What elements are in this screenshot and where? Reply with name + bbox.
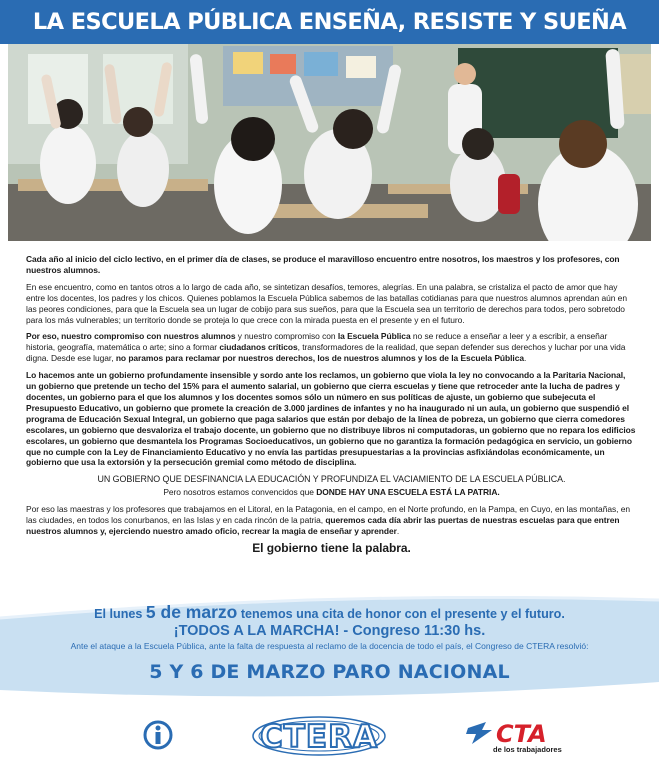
- teachers-text: Por eso las maestras y los profesores que trabajamos en el Litoral, en la Patagonia, en el campo, en el Norte profundo, en la Pampa, en Cuyo, en las montañas, en las ciudades, en todos los conurbanos, en las Islas y en cada rincón de la patria,: [26, 504, 631, 526]
- cta-subtitle: de los trabajadores: [493, 745, 562, 754]
- commitment-bold-4: no paramos para reclamar por nuestros derechos, los de nuestros alumnos y los de la Escuela Pública: [115, 353, 524, 364]
- paragraph-government-text: Lo hacemos ante un gobierno profundamente insensible y sordo ante los reclamos, un gobierno que viola la ley no convocando a la Paritaria Nacional, un gobierno que pretende un techo del 15% para el aumento salarial, un gobierno que cierra escuelas y tiene que retroceder ante la lucha de padres y docentes, un gobierno para el que los alumnos y los docentes somos sólo un número en sus políticas de ajuste, un gobierno que subejecuta el Presupuesto Educativo, un gobierno que promete la creación de 3.000 jardines de infantes y no ha inaugurado ni un aula, un gobierno que suspendió el programa de Educación Sexual Integral, un gobierno que paga salarios que están por debajo de la línea de pobreza, un gobierno que cierra comedores escolares, un gobierno que desvaloriza el trabajo docente, un gobierno que no distribuye libros ni computadoras, un gobierno que no repara los edificios escolares, un gobierno que desmantela los Programas Socioeducativos, un gobierno que no garantiza la formación pedagógica en servicio, un gobierno que no cumple con la Ley de Financiamiento Educativo y no envía las partidas presupuestarias a la provincias asfixiándolas económicamente, un gobierno que usa la extorsión y la persecución gremial como método de disciplina.: [26, 370, 636, 468]
- paragraph-commitment: [26, 331, 637, 364]
- call-to-action-text: [0, 603, 659, 687]
- logos-footer: [0, 706, 659, 768]
- commitment-text-1: y nuestro compromiso con: [235, 331, 338, 342]
- header-banner: [0, 0, 659, 44]
- paragraph-intro: [26, 254, 637, 276]
- paragraph-patria: [26, 487, 637, 498]
- patria-text: Pero nosotros estamos convencidos que: [163, 487, 317, 498]
- commitment-bold-2: la Escuela Pública: [337, 331, 411, 342]
- paragraph-intro-text: Cada año al inicio del ciclo lectivo, en el primer día de clases, se produce el maravilloso encuentro entre nosotros, los maestros y los profesores, con nuestros alumnos.: [26, 254, 620, 275]
- commitment-text-4: .: [523, 353, 527, 364]
- congress-resolution: Ante el ataque a la Escuela Pública, ante la falta de respuesta al reclamo de la docencia de todo el país, el Congreso de CTERA resolvió:: [70, 641, 589, 651]
- cta-logo-text: CTA: [496, 720, 547, 748]
- teachers-bold: queremos cada día abrir las puertas de nuestras escuelas para que entren nuestros alumnos y, ejerciendo nuestro amado oficio, recrear la magia de enseñar y aprender: [26, 515, 620, 536]
- cta-logo: [464, 718, 574, 748]
- march-date-suffix: tenemos una cita de honor con el presente y el futuro.: [237, 607, 565, 621]
- paragraph-teachers: [26, 504, 637, 537]
- paragraph-encounter: En ese encuentro, como en tantos otros a lo largo de cada año, se sintetizan desafíos, temores, alegrías. En una palabra, se cristaliza el pacto de amor que hay entre los docentes, los padres y los chicos. Quienes poblamos la Escuela Pública sabemos de las batallas cotidianas para que nuestros alumnos aprendan aún en las peores condiciones, para que la Escuela sea un lugar de cobijo para sus sueños, para que la Escuela sea un territorio de derechos para todos, pero sobretodo para los más vulnerables; un territorio donde se proteja lo que crece con la mirada puesta en el presente y en el futuro.: [26, 281, 627, 325]
- march-call: ¡TODOS A LA MARCHA! - Congreso 11:30 hs.: [173, 623, 486, 639]
- commitment-text-3: , transformadores de la realidad, que sepan defender sus derechos y luchar por una vida digna. Desde ese lugar,: [26, 342, 626, 364]
- info-logo-icon: [143, 720, 173, 750]
- commitment-text-2: no se reduce a enseñar a leer y a escribir, a enseñar historia, geografía, matemática o arte; sino a formar: [26, 331, 608, 353]
- classroom-photo: [8, 44, 651, 241]
- patria-bold: DONDE HAY UNA ESCUELA ESTÁ LA PATRIA.: [316, 487, 500, 498]
- teachers-end: .: [396, 525, 400, 536]
- march-date: 5 de marzo: [145, 602, 238, 622]
- paragraph-government: [26, 370, 637, 468]
- ctera-logo-text: CTERA: [260, 719, 378, 755]
- march-date-line: [0, 603, 659, 623]
- tagline: El gobierno tiene la palabra.: [252, 540, 411, 555]
- march-date-prefix: El lunes: [94, 607, 146, 621]
- ctera-logo: [249, 714, 389, 758]
- paragraph-defund: UN GOBIERNO QUE DESFINANCIA LA EDUCACIÓN Y PROFUNDIZA EL VACIAMIENTO DE LA ESCUELA PÚBLICA.: [97, 474, 566, 485]
- letter-body: [26, 254, 637, 554]
- strike-announcement: 5 Y 6 DE MARZO PARO NACIONAL: [149, 661, 510, 683]
- page-title: LA ESCUELA PÚBLICA ENSEÑA, RESISTE Y SUEÑA: [32, 9, 627, 35]
- commitment-bold-3: ciudadanos críticos: [219, 342, 298, 353]
- commitment-bold-1: Por eso, nuestro compromiso con nuestros alumnos: [26, 331, 236, 342]
